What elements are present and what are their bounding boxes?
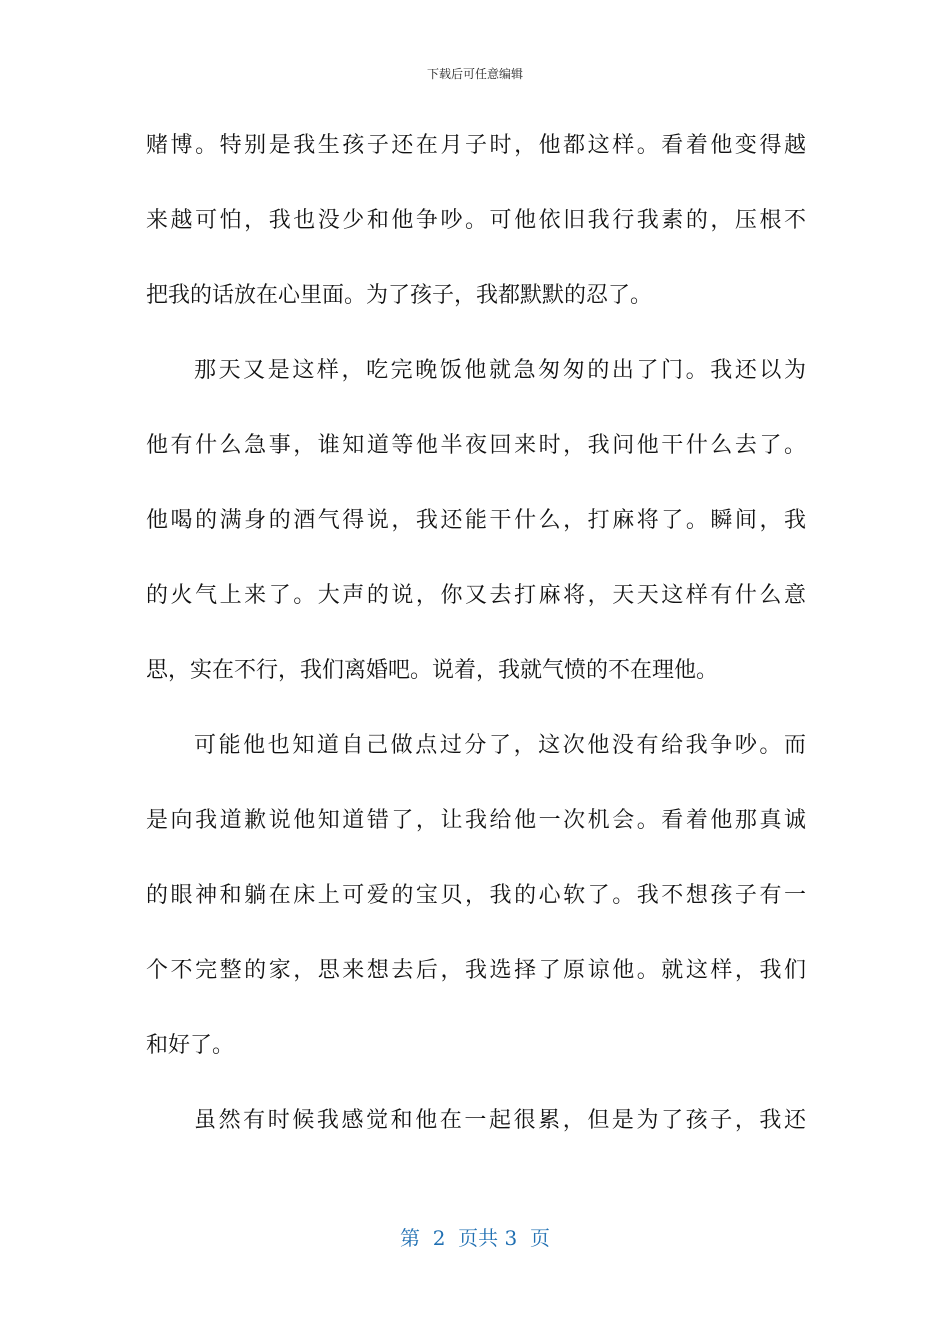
text-line: 个不完整的家，思来想去后，我选择了原谅他。就这样，我们 xyxy=(146,958,806,983)
page-header-note: 下载后可任意编辑 xyxy=(426,67,523,81)
document-body xyxy=(146,120,806,1170)
text-line-paragraph-start: 那天又是这样，吃完晚饭他就急匆匆的出了门。我还以为 xyxy=(194,358,806,383)
text-line: 他喝的满身的酒气得说，我还能干什么，打麻将了。瞬间，我 xyxy=(146,508,806,533)
text-line-paragraph-start: 虽然有时候我感觉和他在一起很累，但是为了孩子，我还 xyxy=(194,1108,806,1133)
text-line: 和好了。 xyxy=(146,1033,235,1058)
text-line: 思，实在不行，我们离婚吧。说着，我就气愤的不在理他。 xyxy=(146,658,719,683)
text-line: 赌博。特别是我生孩子还在月子时，他都这样。看着他变得越 xyxy=(146,133,806,158)
text-line: 他有什么急事，谁知道等他半夜回来时，我问他干什么去了。 xyxy=(146,433,806,458)
text-line: 把我的话放在心里面。为了孩子，我都默默的忍了。 xyxy=(146,283,653,308)
page-number-footer: 第 2 页共 3 页 xyxy=(400,1226,550,1250)
text-line: 来越可怕，我也没少和他争吵。可他依旧我行我素的，压根不 xyxy=(146,208,806,233)
text-line-paragraph-start: 可能他也知道自己做点过分了，这次他没有给我争吵。而 xyxy=(194,733,806,758)
text-line: 是向我道歉说他知道错了，让我给他一次机会。看着他那真诚 xyxy=(146,808,806,833)
text-line: 的眼神和躺在床上可爱的宝贝，我的心软了。我不想孩子有一 xyxy=(146,883,806,908)
text-line: 的火气上来了。大声的说，你又去打麻将，天天这样有什么意 xyxy=(146,583,806,608)
